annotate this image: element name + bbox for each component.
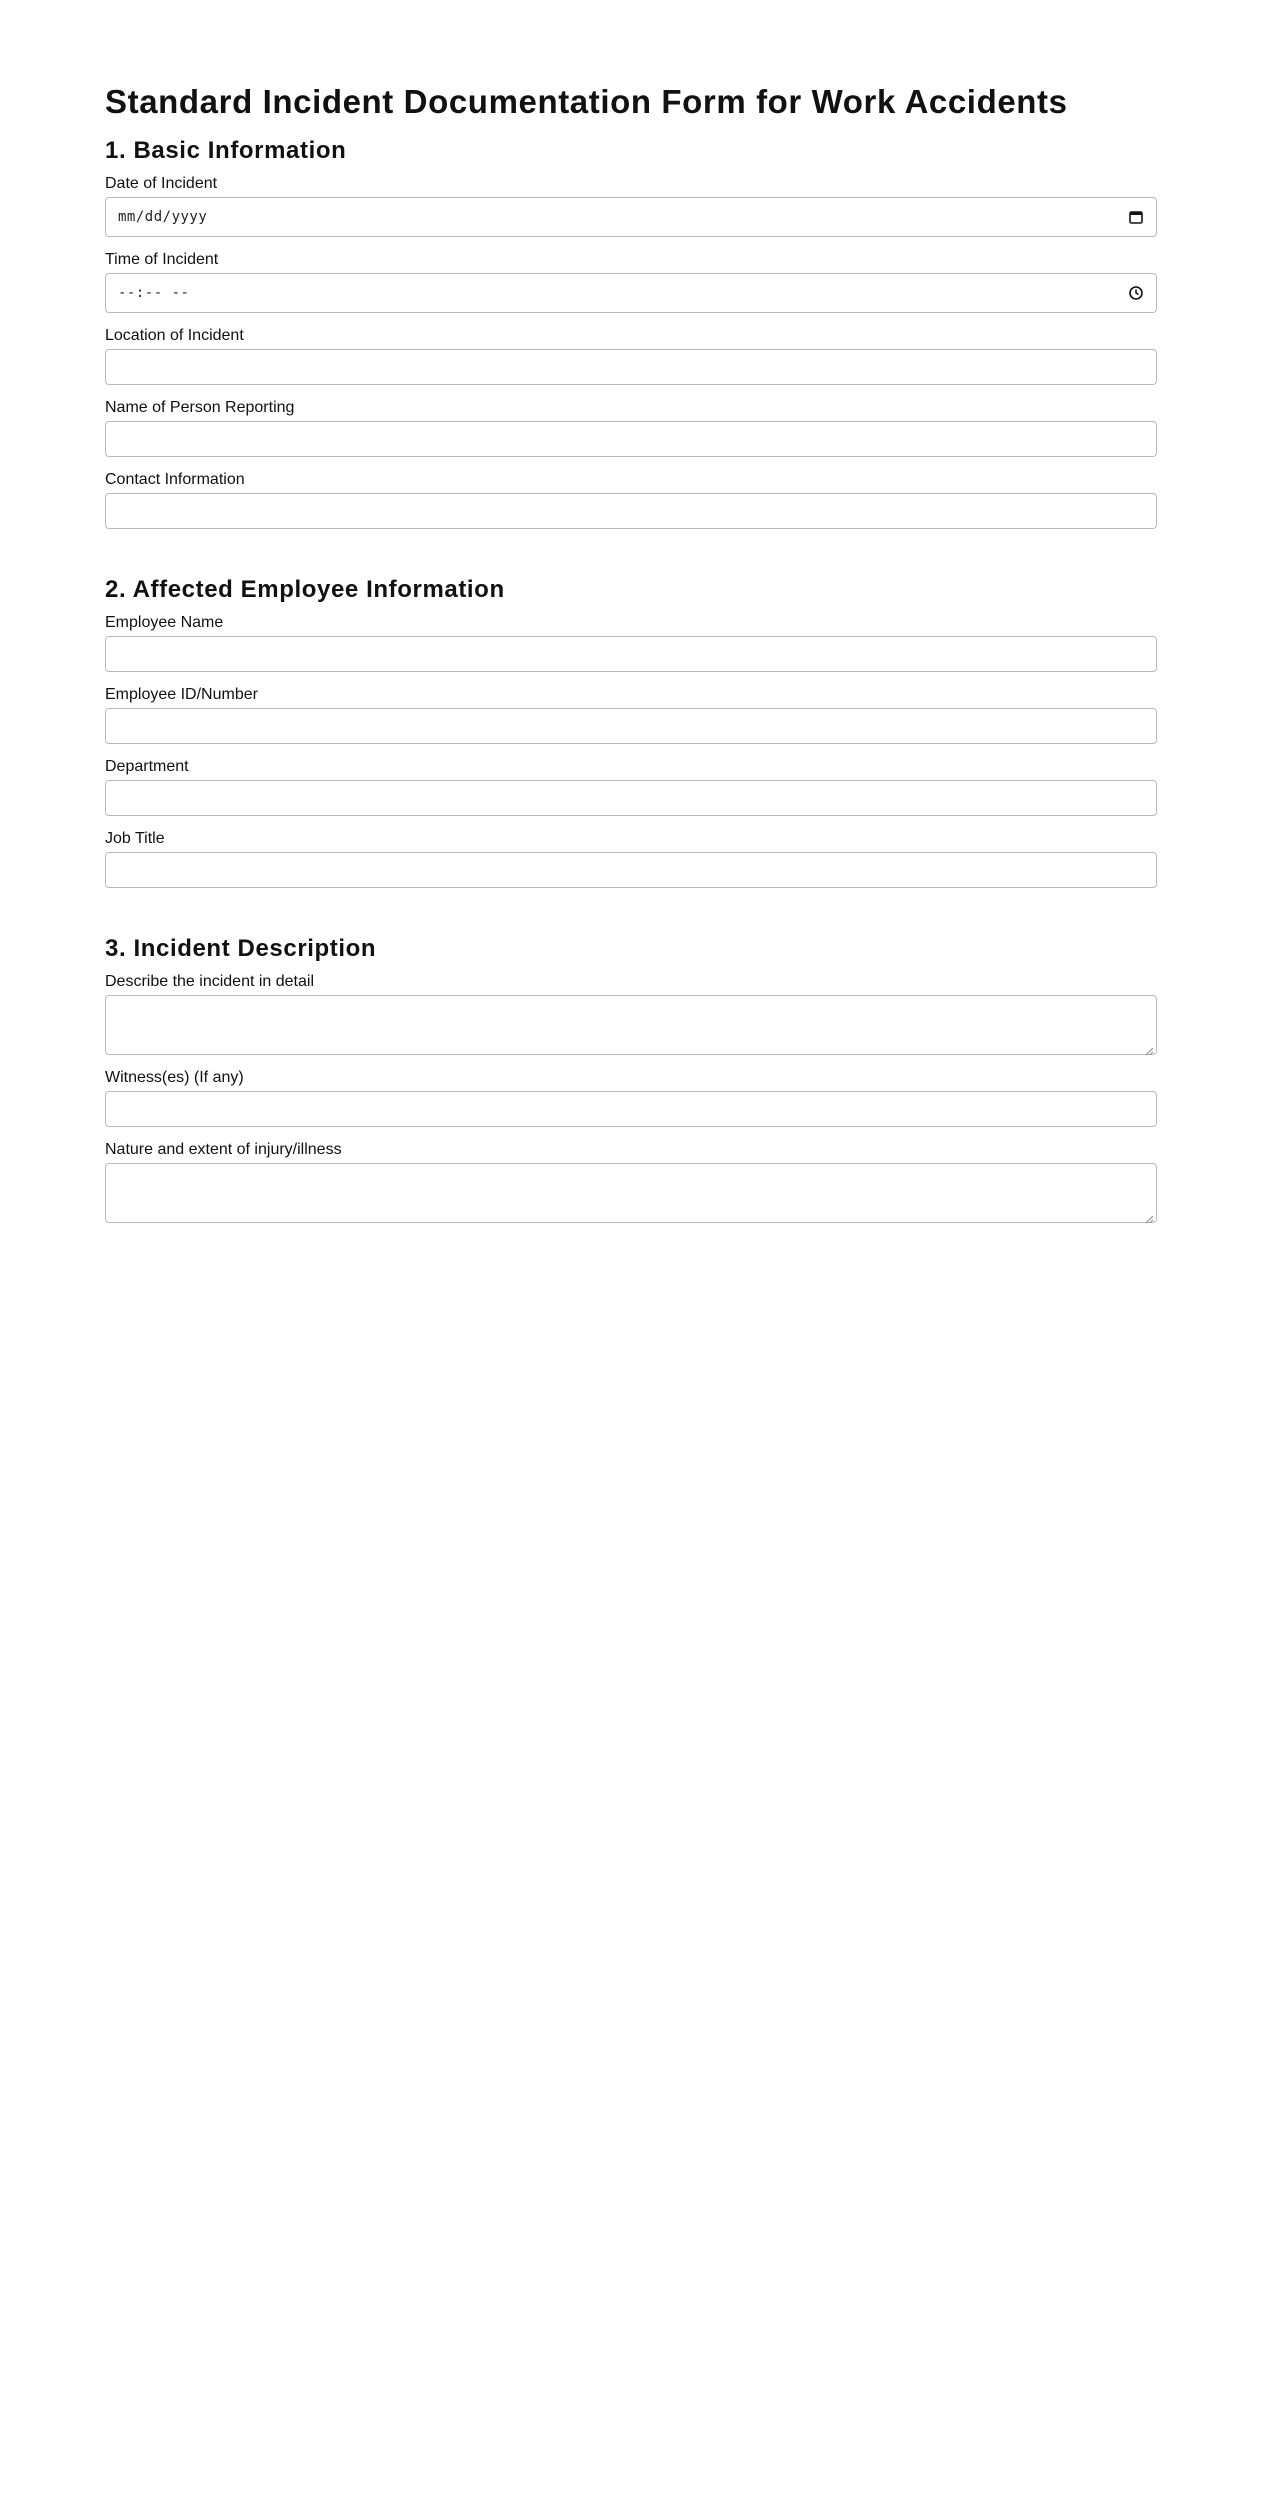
field-witnesses (105, 1068, 1157, 1127)
witnesses-input[interactable] (105, 1091, 1157, 1127)
field-label: Employee ID/Number (105, 686, 258, 703)
field-label: Location of Incident (105, 327, 244, 344)
field-label: Describe the incident in detail (105, 973, 315, 990)
field-incident-detail (105, 972, 1157, 1055)
section-basic-information (105, 134, 1157, 529)
field-time-of-incident (105, 250, 1157, 313)
clock-icon[interactable] (1128, 285, 1144, 301)
field-injury-nature (105, 1140, 1157, 1223)
field-label: Employee Name (105, 614, 224, 631)
calendar-icon[interactable] (1128, 209, 1144, 225)
resize-grip-icon[interactable] (1145, 1043, 1154, 1052)
contact-information-input[interactable] (105, 493, 1157, 529)
field-date-of-incident (105, 174, 1157, 237)
section-heading: 1. Basic Information (105, 137, 347, 164)
time-placeholder: --:-- -- (118, 285, 190, 301)
field-label: Nature and extent of injury/illness (105, 1141, 342, 1158)
field-label: Job Title (105, 830, 165, 847)
field-job-title (105, 829, 1157, 888)
field-label: Department (105, 758, 189, 775)
field-label: Witness(es) (If any) (105, 1069, 244, 1086)
field-label: Date of Incident (105, 175, 218, 192)
injury-nature-textarea[interactable] (105, 1163, 1157, 1223)
section-heading: 2. Affected Employee Information (105, 576, 505, 603)
incident-form (105, 78, 1157, 1223)
date-placeholder: mm/dd/yyyy (118, 209, 208, 225)
field-label: Contact Information (105, 471, 245, 488)
date-of-incident-input[interactable] (105, 197, 1157, 237)
field-contact-information (105, 470, 1157, 529)
form-title: Standard Incident Documentation Form for Work Accidents (105, 83, 1068, 120)
incident-detail-textarea[interactable] (105, 995, 1157, 1055)
field-label: Time of Incident (105, 251, 219, 268)
field-department (105, 757, 1157, 816)
employee-id-input[interactable] (105, 708, 1157, 744)
job-title-input[interactable] (105, 852, 1157, 888)
field-location-of-incident (105, 326, 1157, 385)
resize-grip-icon[interactable] (1145, 1211, 1154, 1220)
field-employee-name (105, 613, 1157, 672)
section-heading: 3. Incident Description (105, 935, 377, 962)
person-reporting-input[interactable] (105, 421, 1157, 457)
field-employee-id (105, 685, 1157, 744)
department-input[interactable] (105, 780, 1157, 816)
section-affected-employee-information (105, 573, 1157, 888)
time-of-incident-input[interactable] (105, 273, 1157, 313)
section-incident-description (105, 932, 1157, 1223)
location-of-incident-input[interactable] (105, 349, 1157, 385)
field-label: Name of Person Reporting (105, 399, 295, 416)
employee-name-input[interactable] (105, 636, 1157, 672)
field-name-of-person-reporting (105, 398, 1157, 457)
